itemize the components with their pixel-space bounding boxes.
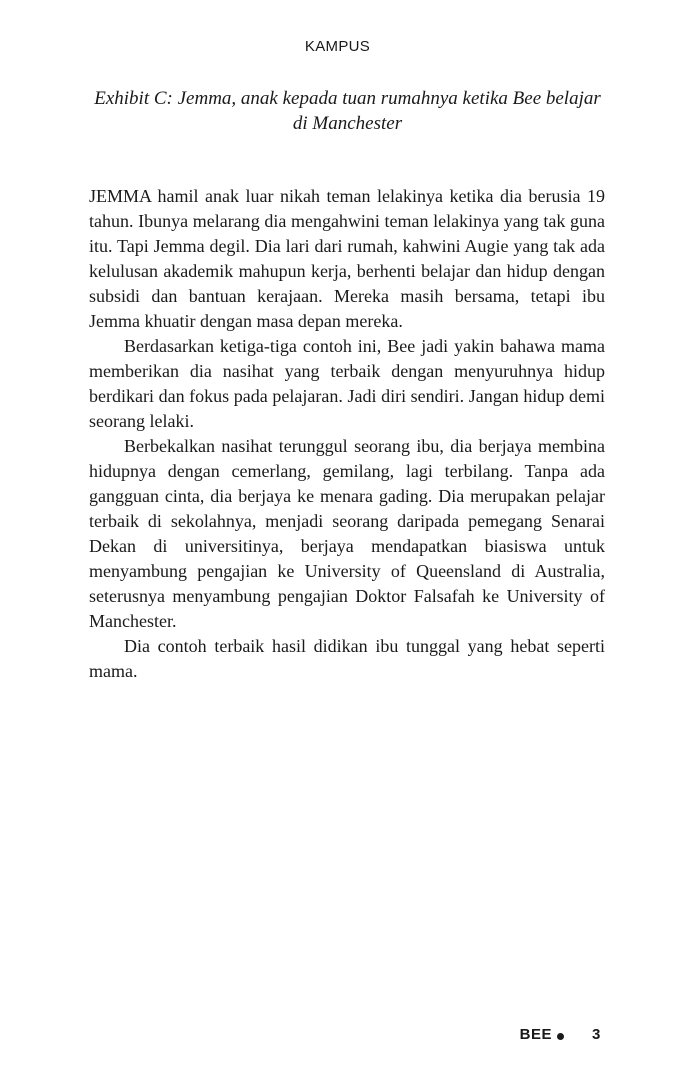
body-text xyxy=(89,184,605,684)
book-title-label: BEE xyxy=(519,1026,552,1043)
section-title: Exhibit C: Jemma, anak kepada tuan rumahnya ketika Bee belajar di Manchester xyxy=(94,88,601,134)
page-number: 3 xyxy=(592,1026,601,1043)
paragraph: Berbekalkan nasihat terunggul seorang ibu, dia berjaya membina hidupnya dengan cemerlang, gemilang, lagi terbilang. Tanpa ada gangguan cinta, dia berjaya ke menara gading. Dia merupakan pelajar terbaik di sekolahnya, menjadi seorang daripada pemegang Senarai Dekan di universitinya, berjaya mendapatkan biasiswa untuk menyambung pengajian ke University of Queensland di Australia, seterusnya menyambung pengajian Doktor Falsafah ke University of Manchester. xyxy=(89,436,605,631)
page-footer xyxy=(0,1026,675,1048)
paragraph: Berdasarkan ketiga-tiga contoh ini, Bee jadi yakin bahawa mama memberikan dia nasihat yang terbaik dengan menyuruhnya hidup berdikari dan fokus pada pelajaran. Jadi diri sendiri. Jangan hidup demi seorang lelaki. xyxy=(89,336,605,431)
bullet-separator-icon xyxy=(557,1033,564,1040)
running-head: KAMPUS xyxy=(304,38,371,55)
paragraph: JEMMA hamil anak luar nikah teman lelakinya ketika dia berusia 19 tahun. Ibunya melarang dia mengahwini teman lelakinya yang tak guna itu. Tapi Jemma degil. Dia lari dari rumah, kahwini Augie yang tak ada kelulusan akademik mahupun kerja, berhenti belajar dan hidup dengan subsidi dan bantuan kerajaan. Mereka masih bersama, tetapi ibu Jemma khuatir dengan masa depan mereka. xyxy=(89,186,605,331)
paragraph: Dia contoh terbaik hasil didikan ibu tunggal yang hebat seperti mama. xyxy=(89,636,605,681)
